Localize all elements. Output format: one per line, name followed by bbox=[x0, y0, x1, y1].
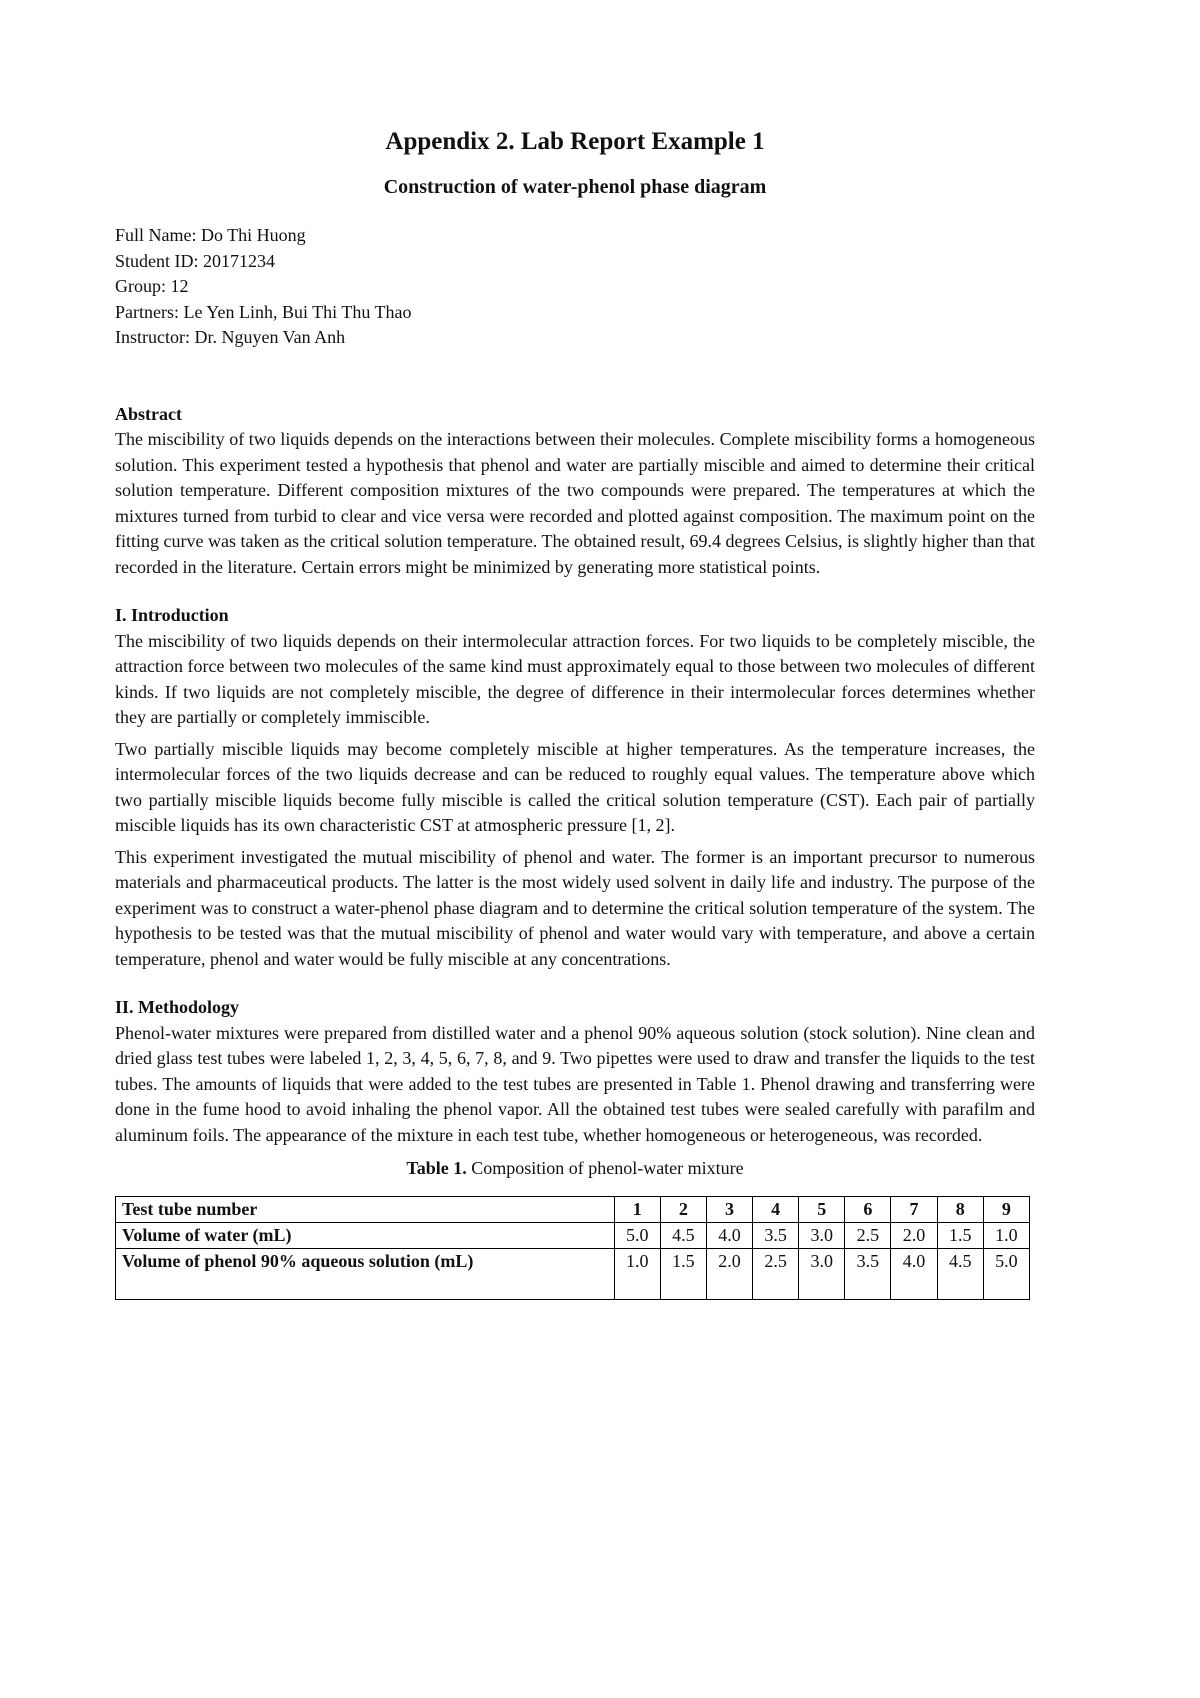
info-partners: Partners: Le Yen Linh, Bui Thi Thu Thao bbox=[115, 301, 412, 322]
info-group: Group: 12 bbox=[115, 276, 189, 296]
table-cell: 5.0 bbox=[614, 1222, 660, 1248]
info-student-id: Student ID: 20171234 bbox=[115, 250, 275, 271]
table-cell: 1 bbox=[614, 1196, 660, 1222]
student-info bbox=[115, 223, 1035, 351]
abstract-section bbox=[115, 402, 1035, 581]
table-cell: 4.0 bbox=[706, 1222, 752, 1248]
table-cell: 5.0 bbox=[983, 1248, 1029, 1299]
introduction-paragraph: Two partially miscible liquids may become completely miscible at higher temperatures. As the temperature increases, the intermolecular forces of the two liquids decrease and can be reduced to roughly equal values. The temperature above which two partially miscible liquids become fully miscible is called the critical solution temperature (CST). Each pair of partially miscible liquids has its own characteristic CST at atmospheric pressure [1, 2]. bbox=[115, 738, 1035, 835]
methodology-section bbox=[115, 995, 1035, 1148]
info-instructor: Instructor: Dr. Nguyen Van Anh bbox=[115, 327, 346, 347]
abstract-text: The miscibility of two liquids depends on the interactions between their molecules. Complete miscibility forms a homogeneous solution. This experiment tested a hypothesis that phenol and water are partially miscible and aimed to determine their critical solution temperature. Different composition mixtures of the two compounds were prepared. The temperatures at which the mixtures turned from turbid to clear and vice versa were recorded and plotted against composition. The maximum point on the fitting curve was taken as the critical solution temperature. The obtained result, 69.4 degrees Celsius, is slightly higher than that recorded in the literature. Certain errors might be minimized by generating more statistical points. bbox=[115, 429, 1035, 577]
table-cell: 2.0 bbox=[891, 1222, 937, 1248]
table-cell: 2.5 bbox=[753, 1248, 799, 1299]
table-cell: 2.0 bbox=[706, 1248, 752, 1299]
document-title: Appendix 2. Lab Report Example 1 bbox=[385, 128, 765, 155]
table-cell: 3.5 bbox=[753, 1222, 799, 1248]
document-subtitle: Construction of water-phenol phase diagram bbox=[383, 176, 767, 198]
table-cell: 4.5 bbox=[937, 1248, 983, 1299]
table-row bbox=[116, 1248, 1030, 1299]
table-cell: 1.5 bbox=[660, 1248, 706, 1299]
table-row bbox=[116, 1196, 1030, 1222]
introduction-heading: I. Introduction bbox=[115, 605, 229, 625]
table-cell: 7 bbox=[891, 1196, 937, 1222]
composition-table bbox=[115, 1196, 1030, 1300]
table-caption bbox=[115, 1156, 1035, 1182]
info-full-name: Full Name: Do Thi Huong bbox=[115, 225, 306, 245]
introduction-paragraph: This experiment investigated the mutual miscibility of phenol and water. The former is an important precursor to numerous materials and pharmaceutical products. The latter is the most widely used solvent in daily life and industry. The purpose of the experiment was to construct a water-phenol phase diagram and to determine the critical solution temperature of the system. The hypothesis to be tested was that the mutual miscibility of phenol and water would vary with temperature, and above a certain temperature, phenol and water would be fully miscible at any concentrations. bbox=[115, 846, 1035, 969]
abstract-heading: Abstract bbox=[115, 403, 182, 424]
methodology-text: Phenol-water mixtures were prepared from distilled water and a phenol 90% aqueous solution (stock solution). Nine clean and dried glass test tubes were labeled 1, 2, 3, 4, 5, 6, 7, 8, and 9. Two pipettes were used to draw and transfer the liquids to the test tubes. The amounts of liquids that were added to the test tubes are presented in Table 1. Phenol drawing and transferring were done in the fume hood to avoid inhaling the phenol vapor. All the obtained test tubes were sealed carefully with parafilm and aluminum foils. The appearance of the mixture in each test tube, whether homogeneous or heterogeneous, was recorded. bbox=[115, 1022, 1035, 1145]
table-row bbox=[116, 1222, 1030, 1248]
table-cell: 4 bbox=[753, 1196, 799, 1222]
table-caption-label: Table 1. bbox=[406, 1158, 467, 1178]
table-cell: 9 bbox=[983, 1196, 1029, 1222]
table-cell: 8 bbox=[937, 1196, 983, 1222]
row-label: Volume of water (mL) bbox=[116, 1222, 615, 1248]
table-cell: 4.5 bbox=[660, 1222, 706, 1248]
row-label: Test tube number bbox=[116, 1196, 615, 1222]
document-page bbox=[115, 128, 1035, 1300]
table-cell: 1.0 bbox=[983, 1222, 1029, 1248]
table-cell: 5 bbox=[799, 1196, 845, 1222]
table-cell: 3.5 bbox=[845, 1248, 891, 1299]
table-cell: 4.0 bbox=[891, 1248, 937, 1299]
table-cell: 3 bbox=[706, 1196, 752, 1222]
table-cell: 3.0 bbox=[799, 1222, 845, 1248]
table-cell: 1.0 bbox=[614, 1248, 660, 1299]
table-caption-text: Composition of phenol-water mixture bbox=[466, 1158, 744, 1178]
table-cell: 1.5 bbox=[937, 1222, 983, 1248]
methodology-heading: II. Methodology bbox=[115, 997, 240, 1017]
table-cell: 2 bbox=[660, 1196, 706, 1222]
row-label: Volume of phenol 90% aqueous solution (mL) bbox=[116, 1248, 615, 1299]
introduction-paragraph: The miscibility of two liquids depends on their intermolecular attraction forces. For two liquids to be completely miscible, the attraction force between two molecules of the same kind must approximately equal to those between two molecules of different kinds. If two liquids are not completely miscible, the degree of difference in their intermolecular forces determines whether they are partially or completely immiscible. bbox=[115, 630, 1035, 727]
table-cell: 2.5 bbox=[845, 1222, 891, 1248]
table-cell: 3.0 bbox=[799, 1248, 845, 1299]
introduction-section bbox=[115, 603, 1035, 972]
table-cell: 6 bbox=[845, 1196, 891, 1222]
